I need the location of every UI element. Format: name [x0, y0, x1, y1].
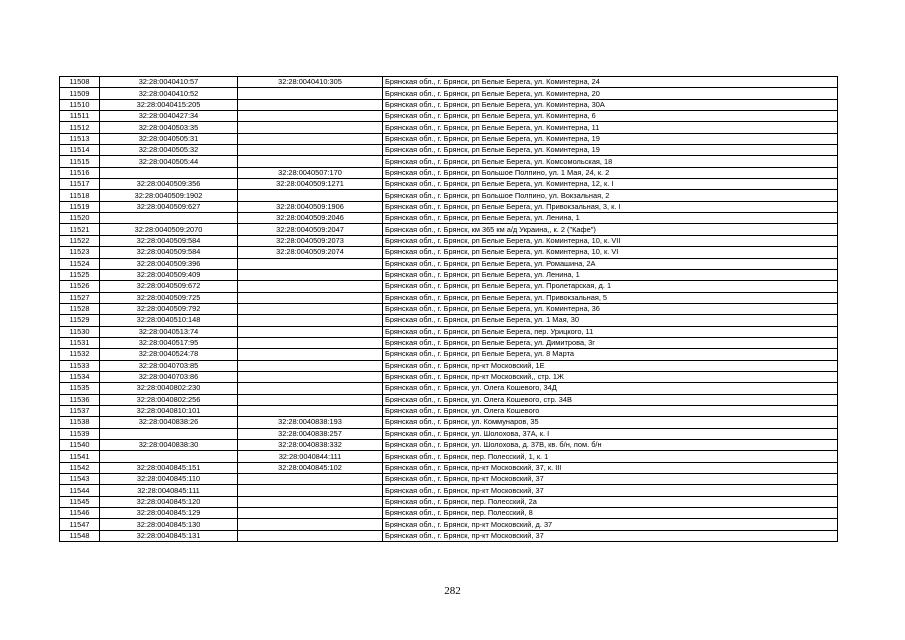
address-cell: Брянская обл., г. Брянск, рп Белые Берега, ул. Коминтерна, 12, к. I — [383, 179, 838, 190]
address-cell: Брянская обл., г. Брянск, рп Белые Берега, пер. Урицкого, 11 — [383, 326, 838, 337]
address-cell: Брянская обл., г. Брянск, пр-кт Московский, 1Е — [383, 360, 838, 371]
address-cell: Брянская обл., г. Брянск, рп Белые Берега, ул. Коминтерна, 10, к. VI — [383, 247, 838, 258]
row-number-cell: 11539 — [60, 428, 100, 439]
cadastral-number-cell: 32:28:0040509:2070 — [100, 224, 238, 235]
row-number-cell: 11513 — [60, 133, 100, 144]
table-row — [60, 303, 838, 314]
address-cell: Брянская обл., г. Брянск, рп Белые Берега, ул. Коминтерна, 11 — [383, 122, 838, 133]
address-cell: Брянская обл., г. Брянск, пр-кт Московский, д. 37 — [383, 519, 838, 530]
cadastral-number-cell: 32:28:0040509:672 — [100, 281, 238, 292]
row-number-cell: 11519 — [60, 201, 100, 212]
address-cell: Брянская обл., г. Брянск, пр-кт Московский, 37 — [383, 474, 838, 485]
register-table-body — [60, 77, 838, 542]
table-row — [60, 519, 838, 530]
cadastral-number-cell: 32:28:0040509:725 — [100, 292, 238, 303]
table-row — [60, 167, 838, 178]
row-number-cell: 11516 — [60, 167, 100, 178]
row-number-cell: 11524 — [60, 258, 100, 269]
address-cell: Брянская обл., г. Брянск, рп Белые Берега, ул. Ленина, 1 — [383, 213, 838, 224]
cadastral-number-cell: 32:28:0040845:151 — [100, 462, 238, 473]
building-cadastral-number-cell: 32:28:0040509:2047 — [238, 224, 383, 235]
address-cell: Брянская обл., г. Брянск, рп Белые Берега, ул. Ромашина, 2А — [383, 258, 838, 269]
table-row — [60, 224, 838, 235]
row-number-cell: 11533 — [60, 360, 100, 371]
cadastral-number-cell: 32:28:0040510:148 — [100, 315, 238, 326]
table-row — [60, 315, 838, 326]
row-number-cell: 11517 — [60, 179, 100, 190]
row-number-cell: 11538 — [60, 417, 100, 428]
cadastral-number-cell: 32:28:0040509:409 — [100, 269, 238, 280]
building-cadastral-number-cell — [238, 258, 383, 269]
table-row — [60, 281, 838, 292]
table-row — [60, 405, 838, 416]
address-cell: Брянская обл., г. Брянск, ул. Олега Кошевого, стр. 34В — [383, 394, 838, 405]
table-row — [60, 349, 838, 360]
table-row — [60, 201, 838, 212]
table-row — [60, 292, 838, 303]
cadastral-number-cell — [100, 213, 238, 224]
building-cadastral-number-cell — [238, 156, 383, 167]
cadastral-number-cell: 32:28:0040845:129 — [100, 508, 238, 519]
row-number-cell: 11546 — [60, 508, 100, 519]
building-cadastral-number-cell — [238, 190, 383, 201]
cadastral-number-cell: 32:28:0040505:32 — [100, 145, 238, 156]
table-row — [60, 133, 838, 144]
building-cadastral-number-cell — [238, 99, 383, 110]
cadastral-number-cell: 32:28:0040838:26 — [100, 417, 238, 428]
building-cadastral-number-cell: 32:28:0040509:2074 — [238, 247, 383, 258]
row-number-cell: 11512 — [60, 122, 100, 133]
building-cadastral-number-cell — [238, 315, 383, 326]
row-number-cell: 11528 — [60, 303, 100, 314]
row-number-cell: 11525 — [60, 269, 100, 280]
address-cell: Брянская обл., г. Брянск, рп Белые Берега, ул. Пролетарская, д. 1 — [383, 281, 838, 292]
cadastral-number-cell: 32:28:0040513:74 — [100, 326, 238, 337]
row-number-cell: 11508 — [60, 77, 100, 88]
building-cadastral-number-cell — [238, 394, 383, 405]
building-cadastral-number-cell: 32:28:0040845:102 — [238, 462, 383, 473]
row-number-cell: 11536 — [60, 394, 100, 405]
row-number-cell: 11534 — [60, 371, 100, 382]
address-cell: Брянская обл., г. Брянск, рп Белые Берега, ул. Коминтерна, 24 — [383, 77, 838, 88]
row-number-cell: 11542 — [60, 462, 100, 473]
row-number-cell: 11520 — [60, 213, 100, 224]
building-cadastral-number-cell — [238, 360, 383, 371]
row-number-cell: 11514 — [60, 145, 100, 156]
row-number-cell: 11522 — [60, 235, 100, 246]
address-cell: Брянская обл., г. Брянск, ул. Шолохова, 37А, к. I — [383, 428, 838, 439]
register-table — [59, 76, 838, 542]
cadastral-number-cell — [100, 428, 238, 439]
table-row — [60, 258, 838, 269]
row-number-cell: 11537 — [60, 405, 100, 416]
table-row — [60, 190, 838, 201]
building-cadastral-number-cell — [238, 496, 383, 507]
table-row — [60, 111, 838, 122]
address-cell: Брянская обл., г. Брянск, ул. Шолохова, д. 37В, кв. б/н, пом. б/н — [383, 440, 838, 451]
table-row — [60, 326, 838, 337]
cadastral-number-cell: 32:28:0040509:627 — [100, 201, 238, 212]
address-cell: Брянская обл., г. Брянск, рп Белые Берега, ул. Коминтерна, 20 — [383, 88, 838, 99]
building-cadastral-number-cell — [238, 371, 383, 382]
cadastral-number-cell: 32:28:0040410:57 — [100, 77, 238, 88]
cadastral-number-cell — [100, 167, 238, 178]
row-number-cell: 11545 — [60, 496, 100, 507]
table-row — [60, 462, 838, 473]
table-row — [60, 530, 838, 541]
cadastral-number-cell: 32:28:0040509:396 — [100, 258, 238, 269]
building-cadastral-number-cell — [238, 281, 383, 292]
table-row — [60, 485, 838, 496]
building-cadastral-number-cell: 32:28:0040509:1906 — [238, 201, 383, 212]
row-number-cell: 11515 — [60, 156, 100, 167]
address-cell: Брянская обл., г. Брянск, рп Белые Берега, ул. 1 Мая, 30 — [383, 315, 838, 326]
cadastral-number-cell: 32:28:0040524:78 — [100, 349, 238, 360]
address-cell: Брянская обл., г. Брянск, ул. Олега Кошевого — [383, 405, 838, 416]
building-cadastral-number-cell: 32:28:0040838:193 — [238, 417, 383, 428]
cadastral-number-cell: 32:28:0040509:792 — [100, 303, 238, 314]
row-number-cell: 11527 — [60, 292, 100, 303]
row-number-cell: 11535 — [60, 383, 100, 394]
building-cadastral-number-cell: 32:28:0040507:170 — [238, 167, 383, 178]
building-cadastral-number-cell — [238, 88, 383, 99]
row-number-cell: 11529 — [60, 315, 100, 326]
row-number-cell: 11510 — [60, 99, 100, 110]
table-row — [60, 122, 838, 133]
cadastral-number-cell: 32:28:0040505:44 — [100, 156, 238, 167]
cadastral-number-cell: 32:28:0040845:131 — [100, 530, 238, 541]
cadastral-number-cell: 32:28:0040415:205 — [100, 99, 238, 110]
table-row — [60, 235, 838, 246]
cadastral-number-cell: 32:28:0040802:256 — [100, 394, 238, 405]
row-number-cell: 11523 — [60, 247, 100, 258]
cadastral-number-cell: 32:28:0040703:85 — [100, 360, 238, 371]
building-cadastral-number-cell — [238, 474, 383, 485]
cadastral-number-cell: 32:28:0040410:52 — [100, 88, 238, 99]
cadastral-number-cell: 32:28:0040838:30 — [100, 440, 238, 451]
table-row — [60, 337, 838, 348]
table-row — [60, 156, 838, 167]
row-number-cell: 11547 — [60, 519, 100, 530]
building-cadastral-number-cell: 32:28:0040509:2046 — [238, 213, 383, 224]
address-cell: Брянская обл., г. Брянск, пер. Полесский, 1, к. 1 — [383, 451, 838, 462]
address-cell: Брянская обл., г. Брянск, рп Белые Берега, ул. Коминтерна, 30А — [383, 99, 838, 110]
building-cadastral-number-cell: 32:28:0040838:332 — [238, 440, 383, 451]
table-row — [60, 371, 838, 382]
row-number-cell: 11544 — [60, 485, 100, 496]
address-cell: Брянская обл., г. Брянск, рп Белые Берега, ул. Привокзальная, 3, к. I — [383, 201, 838, 212]
address-cell: Брянская обл., г. Брянск, рп Большое Полпино, ул. 1 Мая, 24, к. 2 — [383, 167, 838, 178]
building-cadastral-number-cell: 32:28:0040509:1271 — [238, 179, 383, 190]
cadastral-number-cell: 32:28:0040845:111 — [100, 485, 238, 496]
row-number-cell: 11540 — [60, 440, 100, 451]
address-cell: Брянская обл., г. Брянск, рп Белые Берега, ул. Привокзальная, 5 — [383, 292, 838, 303]
building-cadastral-number-cell — [238, 145, 383, 156]
table-row — [60, 213, 838, 224]
building-cadastral-number-cell: 32:28:0040410:305 — [238, 77, 383, 88]
cadastral-number-cell: 32:28:0040509:356 — [100, 179, 238, 190]
building-cadastral-number-cell — [238, 337, 383, 348]
address-cell: Брянская обл., г. Брянск, рп Белые Берега, ул. Коминтерна, 19 — [383, 133, 838, 144]
table-row — [60, 179, 838, 190]
building-cadastral-number-cell — [238, 405, 383, 416]
row-number-cell: 11532 — [60, 349, 100, 360]
address-cell: Брянская обл., г. Брянск, пр-кт Московский, 37, к. III — [383, 462, 838, 473]
address-cell: Брянская обл., г. Брянск, пр-кт Московский, 37 — [383, 485, 838, 496]
table-row — [60, 269, 838, 280]
table-row — [60, 99, 838, 110]
cadastral-number-cell: 32:28:0040517:95 — [100, 337, 238, 348]
address-cell: Брянская обл., г. Брянск, ул. Олега Кошевого, 34Д — [383, 383, 838, 394]
row-number-cell: 11511 — [60, 111, 100, 122]
table-row — [60, 440, 838, 451]
address-cell: Брянская обл., г. Брянск, км 365 км а/д Украина,, к. 2 ("Кафе") — [383, 224, 838, 235]
building-cadastral-number-cell — [238, 133, 383, 144]
address-cell: Брянская обл., г. Брянск, рп Белые Берега, ул. Коминтерна, 10, к. VII — [383, 235, 838, 246]
table-row — [60, 496, 838, 507]
table-row — [60, 394, 838, 405]
row-number-cell: 11548 — [60, 530, 100, 541]
building-cadastral-number-cell: 32:28:0040838:257 — [238, 428, 383, 439]
building-cadastral-number-cell — [238, 485, 383, 496]
table-row — [60, 383, 838, 394]
row-number-cell: 11541 — [60, 451, 100, 462]
cadastral-number-cell: 32:28:0040505:31 — [100, 133, 238, 144]
address-cell: Брянская обл., г. Брянск, пер. Полесский, 2а — [383, 496, 838, 507]
address-cell: Брянская обл., г. Брянск, пр-кт Московский, 37 — [383, 530, 838, 541]
cadastral-number-cell: 32:28:0040509:584 — [100, 247, 238, 258]
address-cell: Брянская обл., г. Брянск, рп Белые Берега, ул. 8 Марта — [383, 349, 838, 360]
building-cadastral-number-cell — [238, 508, 383, 519]
building-cadastral-number-cell — [238, 292, 383, 303]
table-row — [60, 417, 838, 428]
cadastral-number-cell: 32:28:0040427:34 — [100, 111, 238, 122]
building-cadastral-number-cell — [238, 122, 383, 133]
table-row — [60, 77, 838, 88]
table-row — [60, 508, 838, 519]
cadastral-number-cell: 32:28:0040703:86 — [100, 371, 238, 382]
building-cadastral-number-cell — [238, 349, 383, 360]
row-number-cell: 11526 — [60, 281, 100, 292]
cadastral-number-cell: 32:28:0040802:230 — [100, 383, 238, 394]
building-cadastral-number-cell — [238, 111, 383, 122]
row-number-cell: 11543 — [60, 474, 100, 485]
address-cell: Брянская обл., г. Брянск, пр-кт Московский,, стр. 1Ж — [383, 371, 838, 382]
cadastral-number-cell: 32:28:0040509:1902 — [100, 190, 238, 201]
address-cell: Брянская обл., г. Брянск, рп Белые Берега, ул. Коминтерна, 6 — [383, 111, 838, 122]
row-number-cell: 11518 — [60, 190, 100, 201]
address-cell: Брянская обл., г. Брянск, рп Белые Берега, ул. Коминтерна, 19 — [383, 145, 838, 156]
building-cadastral-number-cell — [238, 303, 383, 314]
building-cadastral-number-cell — [238, 383, 383, 394]
table-row — [60, 145, 838, 156]
cadastral-number-cell: 32:28:0040503:35 — [100, 122, 238, 133]
building-cadastral-number-cell — [238, 269, 383, 280]
address-cell: Брянская обл., г. Брянск, рп Белые Берега, ул. Ленина, 1 — [383, 269, 838, 280]
cadastral-number-cell: 32:28:0040845:110 — [100, 474, 238, 485]
address-cell: Брянская обл., г. Брянск, рп Белые Берега, ул. Комсомольская, 18 — [383, 156, 838, 167]
row-number-cell: 11509 — [60, 88, 100, 99]
table-row — [60, 428, 838, 439]
cadastral-number-cell: 32:28:0040845:130 — [100, 519, 238, 530]
page-number: 282 — [444, 585, 461, 597]
table-row — [60, 474, 838, 485]
address-cell: Брянская обл., г. Брянск, рп Большое Полпино, ул. Вокзальная, 2 — [383, 190, 838, 201]
table-row — [60, 360, 838, 371]
cadastral-number-cell — [100, 451, 238, 462]
row-number-cell: 11530 — [60, 326, 100, 337]
cadastral-number-cell: 32:28:0040509:584 — [100, 235, 238, 246]
address-cell: Брянская обл., г. Брянск, рп Белые Берега, ул. Димитрова, 3г — [383, 337, 838, 348]
table-row — [60, 451, 838, 462]
building-cadastral-number-cell — [238, 326, 383, 337]
address-cell: Брянская обл., г. Брянск, рп Белые Берега, ул. Коминтерна, 36 — [383, 303, 838, 314]
row-number-cell: 11521 — [60, 224, 100, 235]
building-cadastral-number-cell: 32:28:0040509:2073 — [238, 235, 383, 246]
cadastral-number-cell: 32:28:0040845:120 — [100, 496, 238, 507]
table-row — [60, 88, 838, 99]
building-cadastral-number-cell — [238, 519, 383, 530]
row-number-cell: 11531 — [60, 337, 100, 348]
address-cell: Брянская обл., г. Брянск, ул. Коммунаров, 35 — [383, 417, 838, 428]
address-cell: Брянская обл., г. Брянск, пер. Полесский, 8 — [383, 508, 838, 519]
table-row — [60, 247, 838, 258]
cadastral-number-cell: 32:28:0040810:101 — [100, 405, 238, 416]
building-cadastral-number-cell — [238, 530, 383, 541]
building-cadastral-number-cell: 32:28:0040844:111 — [238, 451, 383, 462]
